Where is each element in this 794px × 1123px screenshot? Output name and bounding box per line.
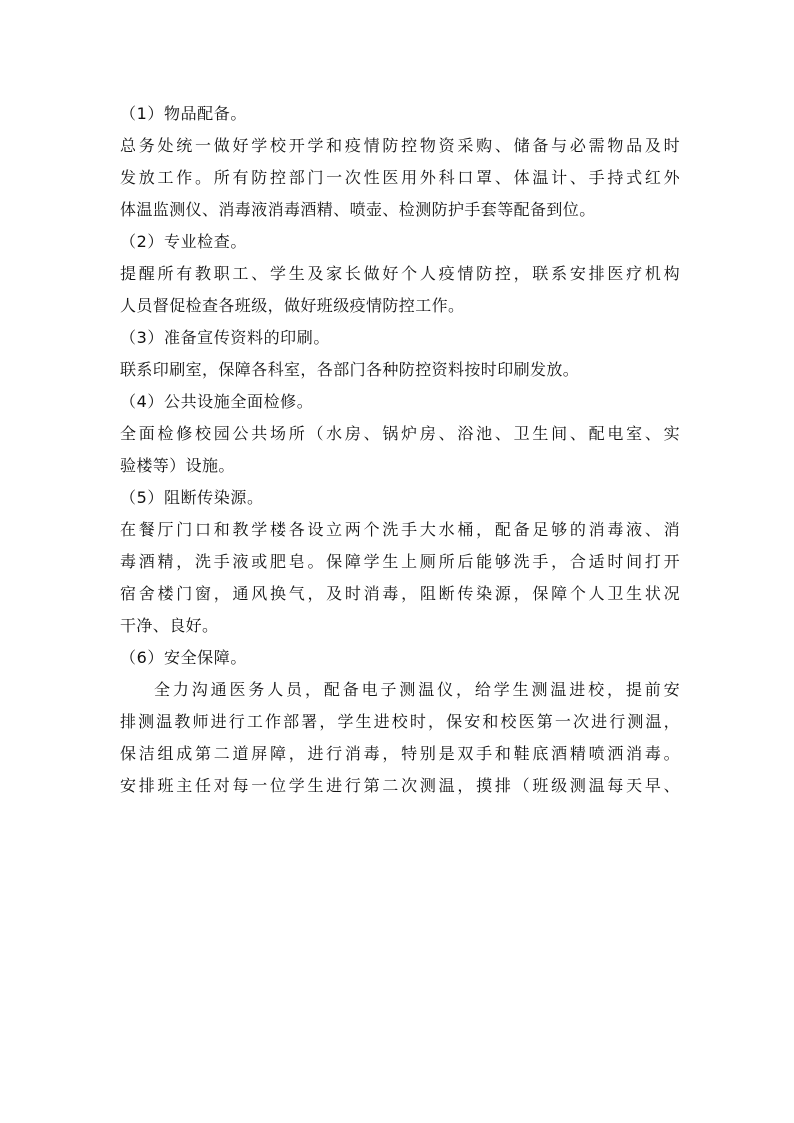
heading-4-facilities: （4）公共设施全面检修。: [120, 392, 314, 411]
heading-3-printing: （3）准备宣传资料的印刷。: [120, 328, 330, 347]
document-body: [120, 98, 680, 802]
paragraph-line: 全力沟通医务人员，配备电子测温仪，给学生测温进校，提前安: [154, 680, 680, 699]
paragraph-line: 体温监测仪、消毒液消毒酒精、喷壶、检测防护手套等配备到位。: [120, 200, 596, 219]
paragraph-line: 发放工作。所有防控部门一次性医用外科口罩、体温计、手持式红外: [120, 168, 680, 187]
paragraph-line: 在餐厅门口和教学楼各设立两个洗手大水桶，配备足够的消毒液、消: [120, 520, 680, 539]
paragraph-line: 人员督促检查各班级，做好班级疫情防控工作。: [120, 296, 465, 315]
paragraph-line: 干净、良好。: [120, 616, 219, 635]
heading-2-inspection: （2）专业检查。: [120, 232, 247, 251]
paragraph-line: 验楼等）设施。: [120, 456, 235, 475]
heading-6-safety: （6）安全保障。: [120, 648, 247, 667]
paragraph-line: 宿舍楼门窗，通风换气，及时消毒，阻断传染源，保障个人卫生状况: [120, 584, 680, 603]
paragraph-line: 保洁组成第二道屏障，进行消毒，特别是双手和鞋底酒精喷洒消毒。: [120, 744, 680, 763]
paragraph-line: 毒酒精，洗手液或肥皂。保障学生上厕所后能够洗手，合适时间打开: [120, 552, 680, 571]
paragraph-line: 安排班主任对每一位学生进行第二次测温，摸排（班级测温每天早、: [120, 776, 680, 795]
paragraph-line: 总务处统一做好学校开学和疫情防控物资采购、储备与必需物品及时: [120, 136, 680, 155]
heading-5-infection-source: （5）阻断传染源。: [120, 488, 264, 507]
heading-1-supplies: （1）物品配备。: [120, 104, 247, 123]
paragraph-line: 全面检修校园公共场所（水房、锅炉房、浴池、卫生间、配电室、实: [120, 424, 680, 443]
paragraph-line: 联系印刷室，保障各科室，各部门各种防控资料按时印刷发放。: [120, 360, 580, 379]
paragraph-line: 排测温教师进行工作部署，学生进校时，保安和校医第一次进行测温，: [120, 712, 680, 731]
paragraph-line: 提醒所有教职工、学生及家长做好个人疫情防控，联系安排医疗机构: [120, 264, 680, 283]
